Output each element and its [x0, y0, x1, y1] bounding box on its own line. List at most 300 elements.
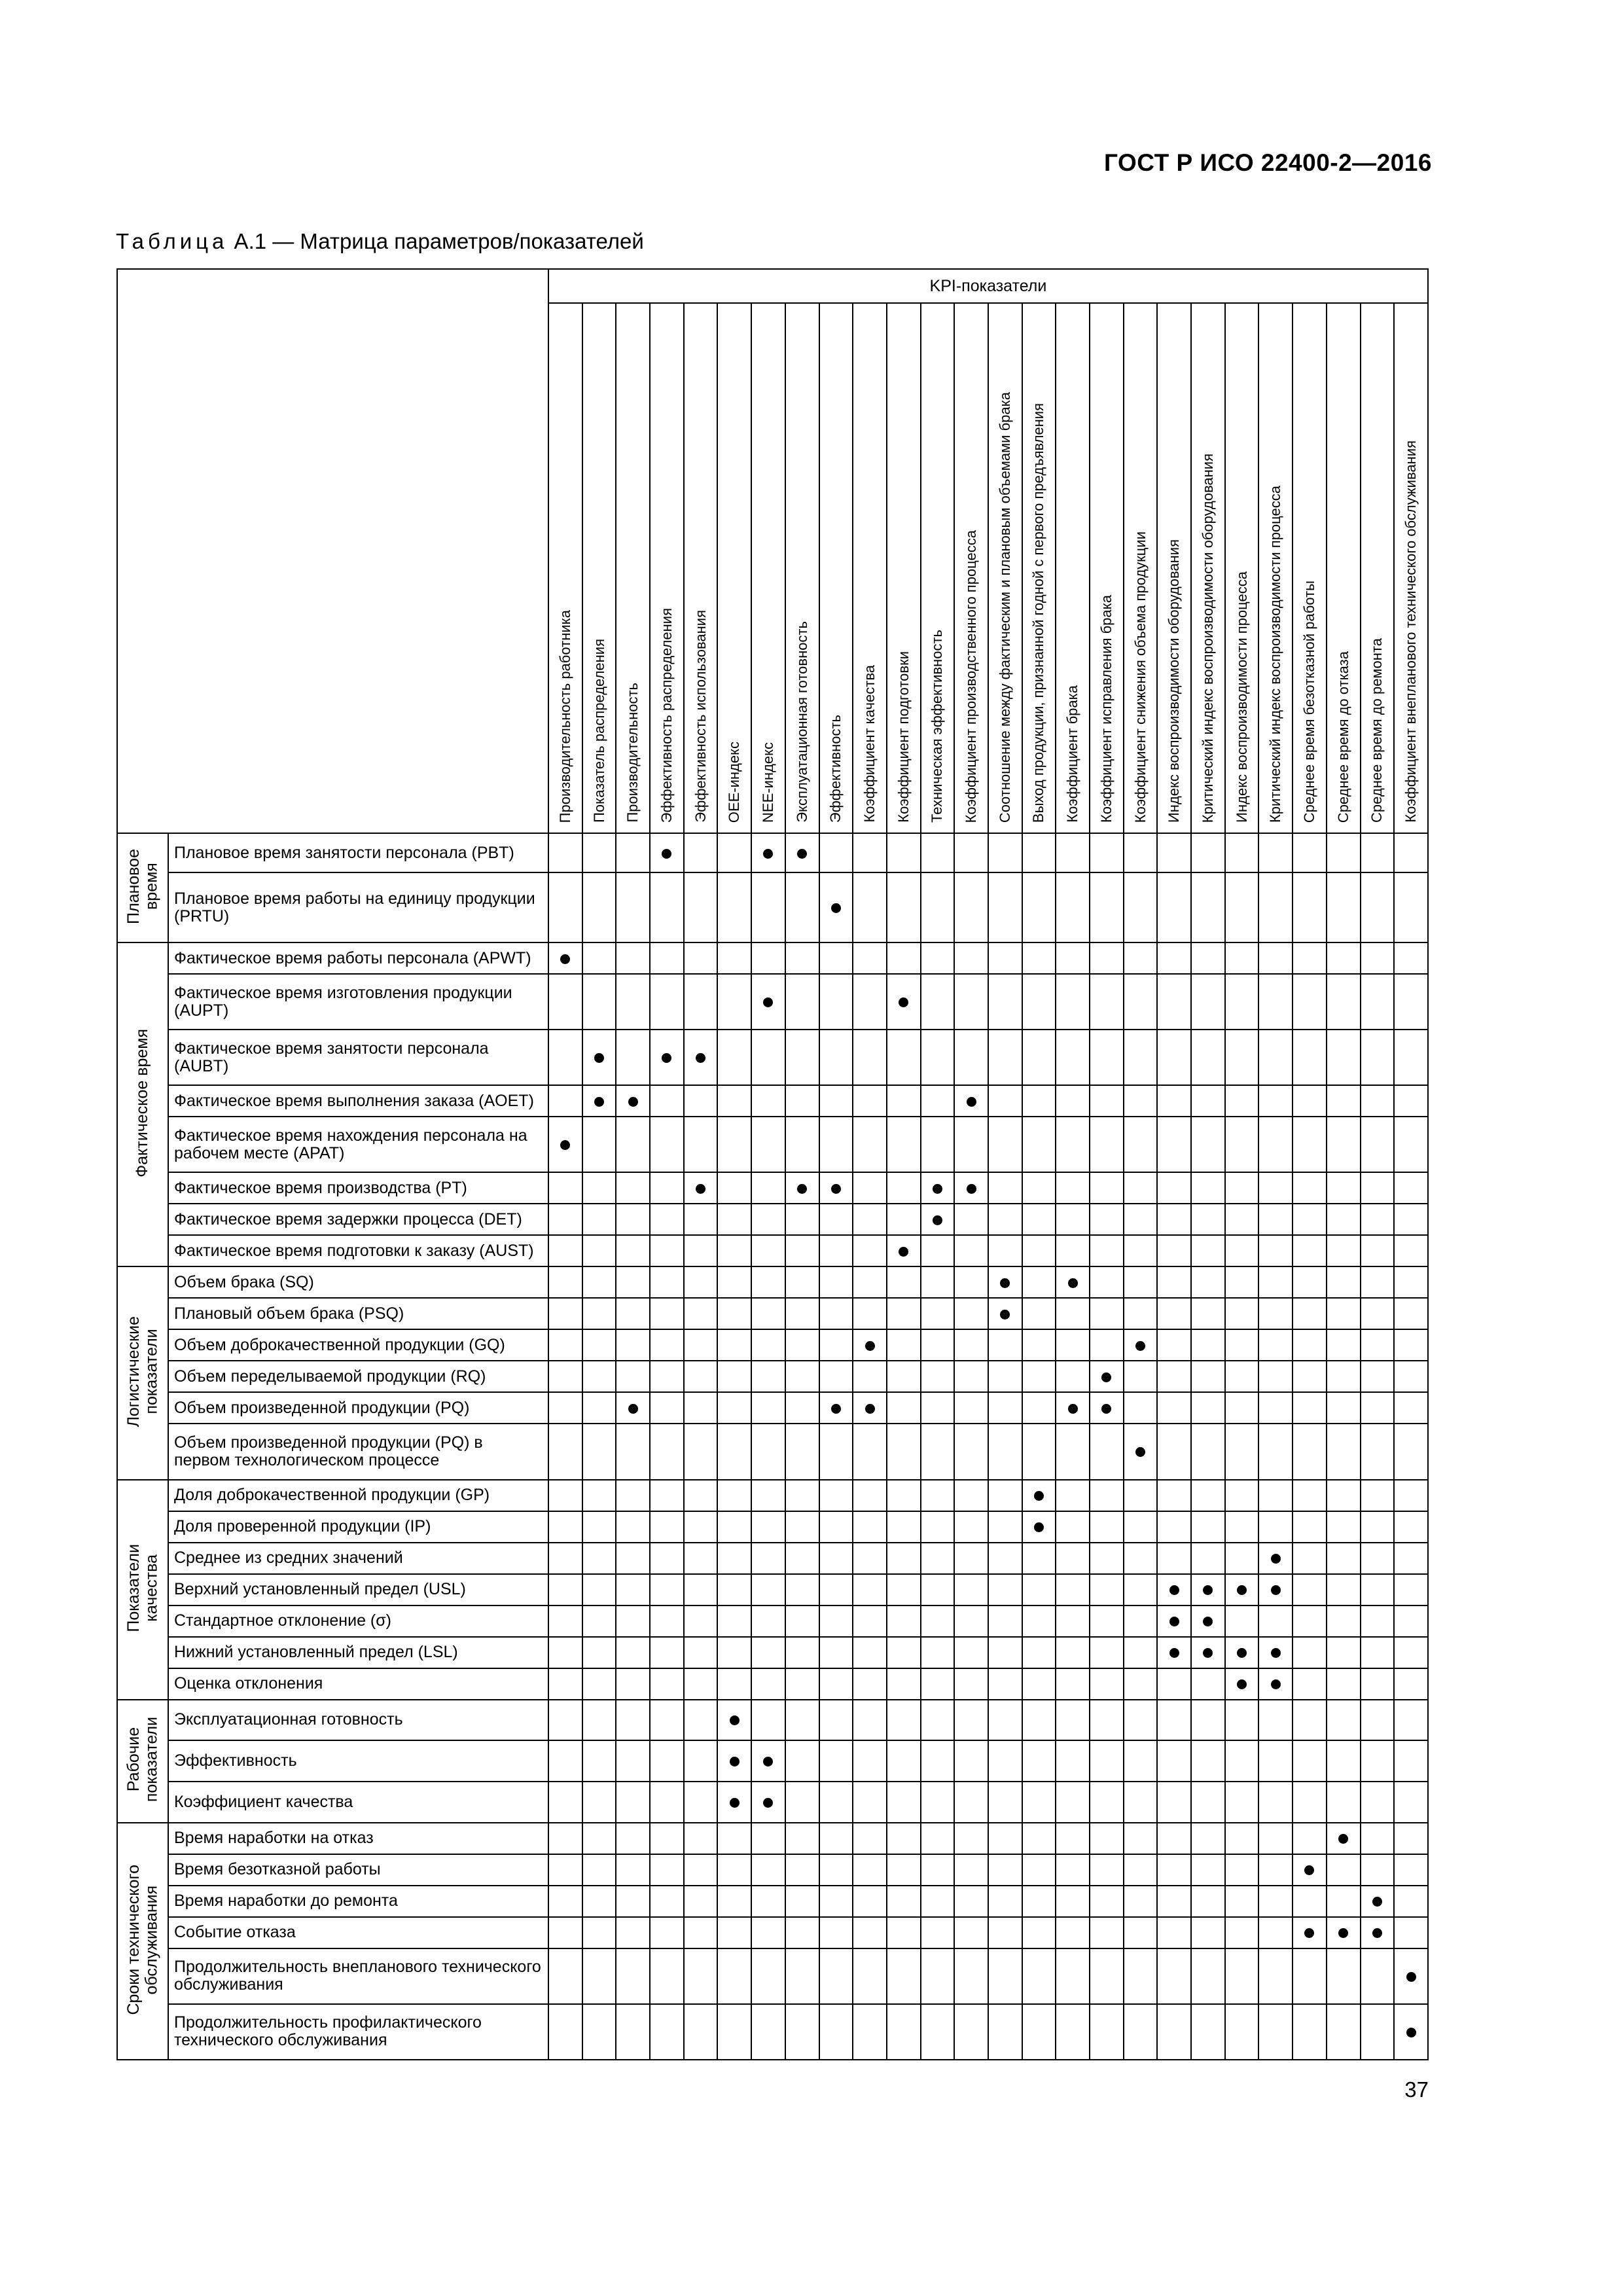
matrix-cell [954, 1204, 988, 1235]
matrix-cell [1361, 1700, 1395, 1741]
matrix-cell [785, 1117, 819, 1172]
matrix-cell [582, 1823, 616, 1854]
matrix-cell [1124, 1117, 1158, 1172]
matrix-cell [582, 872, 616, 942]
matrix-cell [785, 2004, 819, 2060]
matrix-cell [582, 1948, 616, 2004]
matrix-cell [1056, 1392, 1090, 1424]
matrix-cell [616, 1204, 650, 1235]
matrix-cell [582, 1886, 616, 1917]
parameter-label: Среднее из средних значений [168, 1543, 548, 1574]
matrix-cell [1293, 1668, 1327, 1700]
matrix-cell [921, 1172, 955, 1204]
matrix-cell [1394, 1543, 1428, 1574]
matrix-cell [819, 1511, 853, 1543]
matrix-cell [1157, 1823, 1191, 1854]
bullet-mark [763, 997, 773, 1007]
matrix-cell [1157, 1204, 1191, 1235]
matrix-cell [1157, 1543, 1191, 1574]
matrix-cell [819, 1204, 853, 1235]
matrix-cell [751, 1030, 785, 1085]
matrix-cell [921, 833, 955, 872]
matrix-cell [684, 1574, 718, 1605]
matrix-cell [1293, 833, 1327, 872]
matrix-cell [853, 1886, 887, 1917]
matrix-cell [1191, 1543, 1225, 1574]
matrix-cell [1258, 1605, 1293, 1637]
row-group-label [117, 1480, 168, 1700]
matrix-cell [1056, 1854, 1090, 1886]
matrix-cell [785, 1085, 819, 1117]
matrix-cell [548, 1605, 582, 1637]
matrix-cell [921, 1543, 955, 1574]
matrix-cell [1090, 1823, 1124, 1854]
matrix-cell [1293, 1298, 1327, 1329]
matrix-cell [988, 1298, 1022, 1329]
matrix-cell [1191, 1329, 1225, 1361]
matrix-cell [1327, 2004, 1361, 2060]
matrix-cell [988, 872, 1022, 942]
matrix-cell [1022, 1511, 1056, 1543]
parameter-label: Плановый объем брака (PSQ) [168, 1298, 548, 1329]
matrix-cell [887, 1266, 921, 1298]
matrix-cell [1191, 1637, 1225, 1668]
matrix-cell [887, 1823, 921, 1854]
matrix-cell [1293, 1605, 1327, 1637]
matrix-cell [1361, 1117, 1395, 1172]
matrix-cell [1394, 1511, 1428, 1543]
matrix-cell [954, 942, 988, 974]
matrix-cell [1022, 1266, 1056, 1298]
matrix-cell [1157, 1574, 1191, 1605]
matrix-cell [582, 1030, 616, 1085]
matrix-cell [1022, 1204, 1056, 1235]
matrix-cell [819, 1668, 853, 1700]
matrix-cell [921, 1782, 955, 1823]
matrix-cell [1225, 1085, 1259, 1117]
matrix-cell [717, 1917, 751, 1948]
matrix-cell [921, 1948, 955, 2004]
parameter-label: Продолжительность внепланового технического обслуживания [168, 1948, 548, 2004]
matrix-cell [1361, 833, 1395, 872]
matrix-cell [1394, 1204, 1428, 1235]
matrix-cell [988, 1574, 1022, 1605]
matrix-cell [887, 1329, 921, 1361]
matrix-cell [1157, 1329, 1191, 1361]
matrix-cell [853, 2004, 887, 2060]
matrix-cell [1394, 1392, 1428, 1424]
matrix-cell [921, 872, 955, 942]
matrix-cell [751, 1392, 785, 1424]
matrix-cell [988, 1948, 1022, 2004]
row-group-label [117, 1266, 168, 1479]
bullet-mark [1000, 1310, 1010, 1319]
matrix-row [117, 1740, 1428, 1782]
matrix-cell [921, 1424, 955, 1479]
matrix-cell [887, 1740, 921, 1782]
matrix-cell [853, 1085, 887, 1117]
matrix-cell [1258, 1917, 1293, 1948]
matrix-cell [616, 1424, 650, 1479]
matrix-cell [548, 1298, 582, 1329]
matrix-cell [650, 1030, 684, 1085]
bullet-mark [1237, 1648, 1247, 1658]
matrix-cell [785, 1854, 819, 1886]
matrix-cell [853, 1854, 887, 1886]
matrix-cell [1056, 1948, 1090, 2004]
matrix-cell [684, 1204, 718, 1235]
table-caption [116, 229, 644, 254]
parameter-label: Время наработки на отказ [168, 1823, 548, 1854]
matrix-cell [1394, 974, 1428, 1030]
matrix-cell [921, 1886, 955, 1917]
matrix-cell [751, 1605, 785, 1637]
matrix-cell [1327, 974, 1361, 1030]
matrix-cell [582, 1235, 616, 1266]
bullet-mark [1068, 1278, 1078, 1288]
matrix-cell [988, 942, 1022, 974]
matrix-cell [819, 1886, 853, 1917]
matrix-cell [1022, 1361, 1056, 1392]
parameter-label: Фактическое время изготовления продукции (AUPT) [168, 974, 548, 1030]
bullet-mark [1135, 1341, 1145, 1351]
matrix-cell [751, 1574, 785, 1605]
matrix-cell [1327, 1886, 1361, 1917]
matrix-cell [650, 1782, 684, 1823]
bullet-mark [1169, 1585, 1179, 1595]
matrix-row [117, 1424, 1428, 1479]
matrix-cell [988, 1605, 1022, 1637]
matrix-cell [582, 1085, 616, 1117]
matrix-cell [1022, 1480, 1056, 1511]
kpi-column-header [1191, 303, 1225, 833]
matrix-cell [1056, 1917, 1090, 1948]
matrix-cell [988, 1266, 1022, 1298]
matrix-cell [1022, 833, 1056, 872]
matrix-cell [954, 1117, 988, 1172]
matrix-cell [853, 1543, 887, 1574]
matrix-cell [684, 872, 718, 942]
matrix-cell [1124, 974, 1158, 1030]
matrix-cell [582, 2004, 616, 2060]
matrix-cell [887, 833, 921, 872]
matrix-cell [1258, 1700, 1293, 1741]
bullet-mark [696, 1184, 705, 1194]
matrix-cell [1258, 1574, 1293, 1605]
matrix-cell [616, 1917, 650, 1948]
matrix-cell [819, 1823, 853, 1854]
matrix-cell [1394, 1700, 1428, 1741]
matrix-cell [717, 1511, 751, 1543]
matrix-cell [1191, 1948, 1225, 2004]
kpi-column-label: Коэффициент исправления брака [1097, 594, 1115, 823]
matrix-cell [1327, 1030, 1361, 1085]
matrix-cell [548, 1235, 582, 1266]
bullet-mark [594, 1053, 604, 1063]
matrix-cell [1124, 1637, 1158, 1668]
matrix-cell [717, 1886, 751, 1917]
matrix-cell [954, 1172, 988, 1204]
matrix-cell [921, 1917, 955, 1948]
matrix-cell [1157, 2004, 1191, 2060]
bullet-mark [730, 1798, 740, 1808]
matrix-cell [1124, 2004, 1158, 2060]
matrix-cell [1124, 1823, 1158, 1854]
matrix-cell [785, 1424, 819, 1479]
matrix-cell [650, 1823, 684, 1854]
bullet-mark [933, 1184, 942, 1194]
matrix-cell [1157, 942, 1191, 974]
matrix-row [117, 1361, 1428, 1392]
parameter-label: Нижний установленный предел (LSL) [168, 1637, 548, 1668]
matrix-cell [1327, 1511, 1361, 1543]
matrix-cell [1361, 1235, 1395, 1266]
matrix-cell [954, 833, 988, 872]
matrix-cell [1191, 1917, 1225, 1948]
kpi-column-header [988, 303, 1022, 833]
matrix-cell [1090, 1917, 1124, 1948]
matrix-cell [988, 1361, 1022, 1392]
matrix-cell [684, 833, 718, 872]
matrix-cell [1022, 974, 1056, 1030]
bullet-mark [560, 954, 570, 964]
matrix-cell [1394, 872, 1428, 942]
matrix-cell [616, 1511, 650, 1543]
matrix-cell [1327, 872, 1361, 942]
matrix-cell [1191, 1668, 1225, 1700]
bullet-mark [1068, 1404, 1078, 1414]
kpi-group-header: KPI-показатели [548, 269, 1428, 303]
bullet-mark [1169, 1617, 1179, 1626]
matrix-cell [650, 1235, 684, 1266]
matrix-cell [1124, 1574, 1158, 1605]
matrix-cell [1258, 872, 1293, 942]
matrix-cell [1157, 1740, 1191, 1782]
matrix-cell [717, 1298, 751, 1329]
matrix-row [117, 974, 1428, 1030]
matrix-cell [1022, 1605, 1056, 1637]
matrix-cell [1293, 942, 1327, 974]
kpi-column-header [954, 303, 988, 833]
matrix-cell [582, 1637, 616, 1668]
matrix-cell [751, 1298, 785, 1329]
matrix-cell [954, 1266, 988, 1298]
kpi-column-header [1090, 303, 1124, 833]
matrix-cell [1022, 942, 1056, 974]
matrix-cell [785, 1204, 819, 1235]
matrix-cell [1225, 1854, 1259, 1886]
matrix-cell [1394, 1480, 1428, 1511]
matrix-cell [853, 974, 887, 1030]
matrix-cell [1157, 1235, 1191, 1266]
matrix-cell [751, 833, 785, 872]
matrix-cell [751, 1480, 785, 1511]
matrix-cell [684, 974, 718, 1030]
matrix-cell [616, 1266, 650, 1298]
kpi-column-header [1258, 303, 1293, 833]
matrix-cell [1157, 1511, 1191, 1543]
matrix-row [117, 1605, 1428, 1637]
matrix-cell [684, 1854, 718, 1886]
matrix-cell [921, 942, 955, 974]
matrix-cell [650, 1543, 684, 1574]
matrix-cell [650, 1085, 684, 1117]
matrix-cell [954, 1574, 988, 1605]
matrix-cell [1394, 1085, 1428, 1117]
matrix-cell [988, 1172, 1022, 1204]
matrix-cell [1090, 1740, 1124, 1782]
matrix-cell [819, 1329, 853, 1361]
matrix-row [117, 1668, 1428, 1700]
bullet-mark [933, 1215, 942, 1225]
matrix-cell [1327, 1823, 1361, 1854]
kpi-column-header [1022, 303, 1056, 833]
matrix-row [117, 1480, 1428, 1511]
matrix-cell [853, 1700, 887, 1741]
matrix-row [117, 1854, 1428, 1886]
matrix-cell [1293, 1235, 1327, 1266]
matrix-cell [1022, 1117, 1056, 1172]
matrix-cell [1191, 833, 1225, 872]
matrix-cell [1258, 1511, 1293, 1543]
matrix-cell [954, 2004, 988, 2060]
matrix-cell [717, 1574, 751, 1605]
matrix-cell [1258, 1740, 1293, 1782]
matrix-cell [650, 1700, 684, 1741]
matrix-cell [785, 1782, 819, 1823]
matrix-cell [887, 1948, 921, 2004]
matrix-cell [1225, 1782, 1259, 1823]
matrix-cell [954, 872, 988, 942]
parameter-label: Фактическое время занятости персонала (AUBT) [168, 1030, 548, 1085]
bullet-mark [1406, 1972, 1416, 1982]
matrix-cell [751, 1511, 785, 1543]
matrix-cell [582, 1266, 616, 1298]
matrix-cell [1056, 942, 1090, 974]
matrix-cell [582, 1329, 616, 1361]
matrix-cell [785, 833, 819, 872]
matrix-cell [751, 1854, 785, 1886]
matrix-cell [954, 1361, 988, 1392]
matrix-cell [1124, 1605, 1158, 1637]
matrix-cell [1327, 1085, 1361, 1117]
matrix-cell [684, 1917, 718, 1948]
kpi-column-label: Производительность [624, 683, 641, 823]
matrix-cell [1293, 1823, 1327, 1854]
matrix-cell [1124, 1668, 1158, 1700]
matrix-cell [988, 1823, 1022, 1854]
matrix-cell [717, 1172, 751, 1204]
kpi-column-label: Производительность работника [556, 609, 573, 823]
matrix-cell [1293, 1700, 1327, 1741]
matrix-cell [819, 872, 853, 942]
matrix-cell [1394, 1740, 1428, 1782]
matrix-cell [819, 1361, 853, 1392]
matrix-cell [582, 1917, 616, 1948]
matrix-cell [616, 1480, 650, 1511]
bullet-mark [1237, 1585, 1247, 1595]
matrix-cell [1394, 1266, 1428, 1298]
matrix-cell [1157, 1085, 1191, 1117]
matrix-cell [988, 833, 1022, 872]
matrix-cell [751, 1361, 785, 1392]
matrix-cell [1327, 1782, 1361, 1823]
matrix-cell [988, 1637, 1022, 1668]
matrix-cell [1124, 1361, 1158, 1392]
matrix-cell [717, 1543, 751, 1574]
matrix-cell [1293, 1574, 1327, 1605]
matrix-cell [819, 1854, 853, 1886]
matrix-cell [887, 1574, 921, 1605]
matrix-cell [853, 1266, 887, 1298]
matrix-cell [819, 1917, 853, 1948]
matrix-cell [1090, 1329, 1124, 1361]
matrix-cell [921, 1298, 955, 1329]
matrix-cell [1225, 1117, 1259, 1172]
bullet-mark [1034, 1522, 1044, 1532]
matrix-cell [684, 1235, 718, 1266]
matrix-cell [1327, 1605, 1361, 1637]
matrix-cell [1394, 1329, 1428, 1361]
matrix-cell [921, 1204, 955, 1235]
matrix-cell [853, 1480, 887, 1511]
matrix-cell [650, 2004, 684, 2060]
matrix-cell [684, 1172, 718, 1204]
matrix-cell [650, 1117, 684, 1172]
matrix-cell [1361, 1948, 1395, 2004]
matrix-cell [785, 1668, 819, 1700]
kpi-column-header [650, 303, 684, 833]
parameter-label: Эксплуатационная готовность [168, 1700, 548, 1741]
matrix-cell [717, 1392, 751, 1424]
matrix-cell [684, 1117, 718, 1172]
matrix-cell [1056, 1235, 1090, 1266]
matrix-cell [954, 1030, 988, 1085]
matrix-cell [1157, 1266, 1191, 1298]
matrix-cell [751, 1823, 785, 1854]
bullet-mark [763, 1798, 773, 1808]
matrix-cell [785, 1740, 819, 1782]
parameter-label: Плановое время работы на единицу продукции (PRTU) [168, 872, 548, 942]
kpi-column-header [819, 303, 853, 833]
matrix-cell [548, 1511, 582, 1543]
matrix-row [117, 1782, 1428, 1823]
matrix-cell [1056, 1511, 1090, 1543]
matrix-cell [684, 1361, 718, 1392]
matrix-row [117, 1574, 1428, 1605]
matrix-cell [1157, 1392, 1191, 1424]
matrix-cell [684, 1668, 718, 1700]
matrix-cell [582, 1605, 616, 1637]
matrix-cell [1327, 1117, 1361, 1172]
matrix-cell [785, 1030, 819, 1085]
matrix-cell [616, 1948, 650, 2004]
matrix-cell [887, 1511, 921, 1543]
matrix-cell [819, 1543, 853, 1574]
matrix-cell [819, 1948, 853, 2004]
matrix-cell [548, 1574, 582, 1605]
bullet-mark [1203, 1585, 1213, 1595]
matrix-cell [819, 1605, 853, 1637]
bullet-mark [899, 997, 908, 1007]
matrix-body [117, 833, 1428, 2060]
parameter-label: Время безотказной работы [168, 1854, 548, 1886]
matrix-cell [853, 1917, 887, 1948]
kpi-column-label: NEE-индекс [759, 742, 776, 823]
matrix-cell [717, 1117, 751, 1172]
matrix-cell [616, 1361, 650, 1392]
matrix-cell [1394, 1605, 1428, 1637]
